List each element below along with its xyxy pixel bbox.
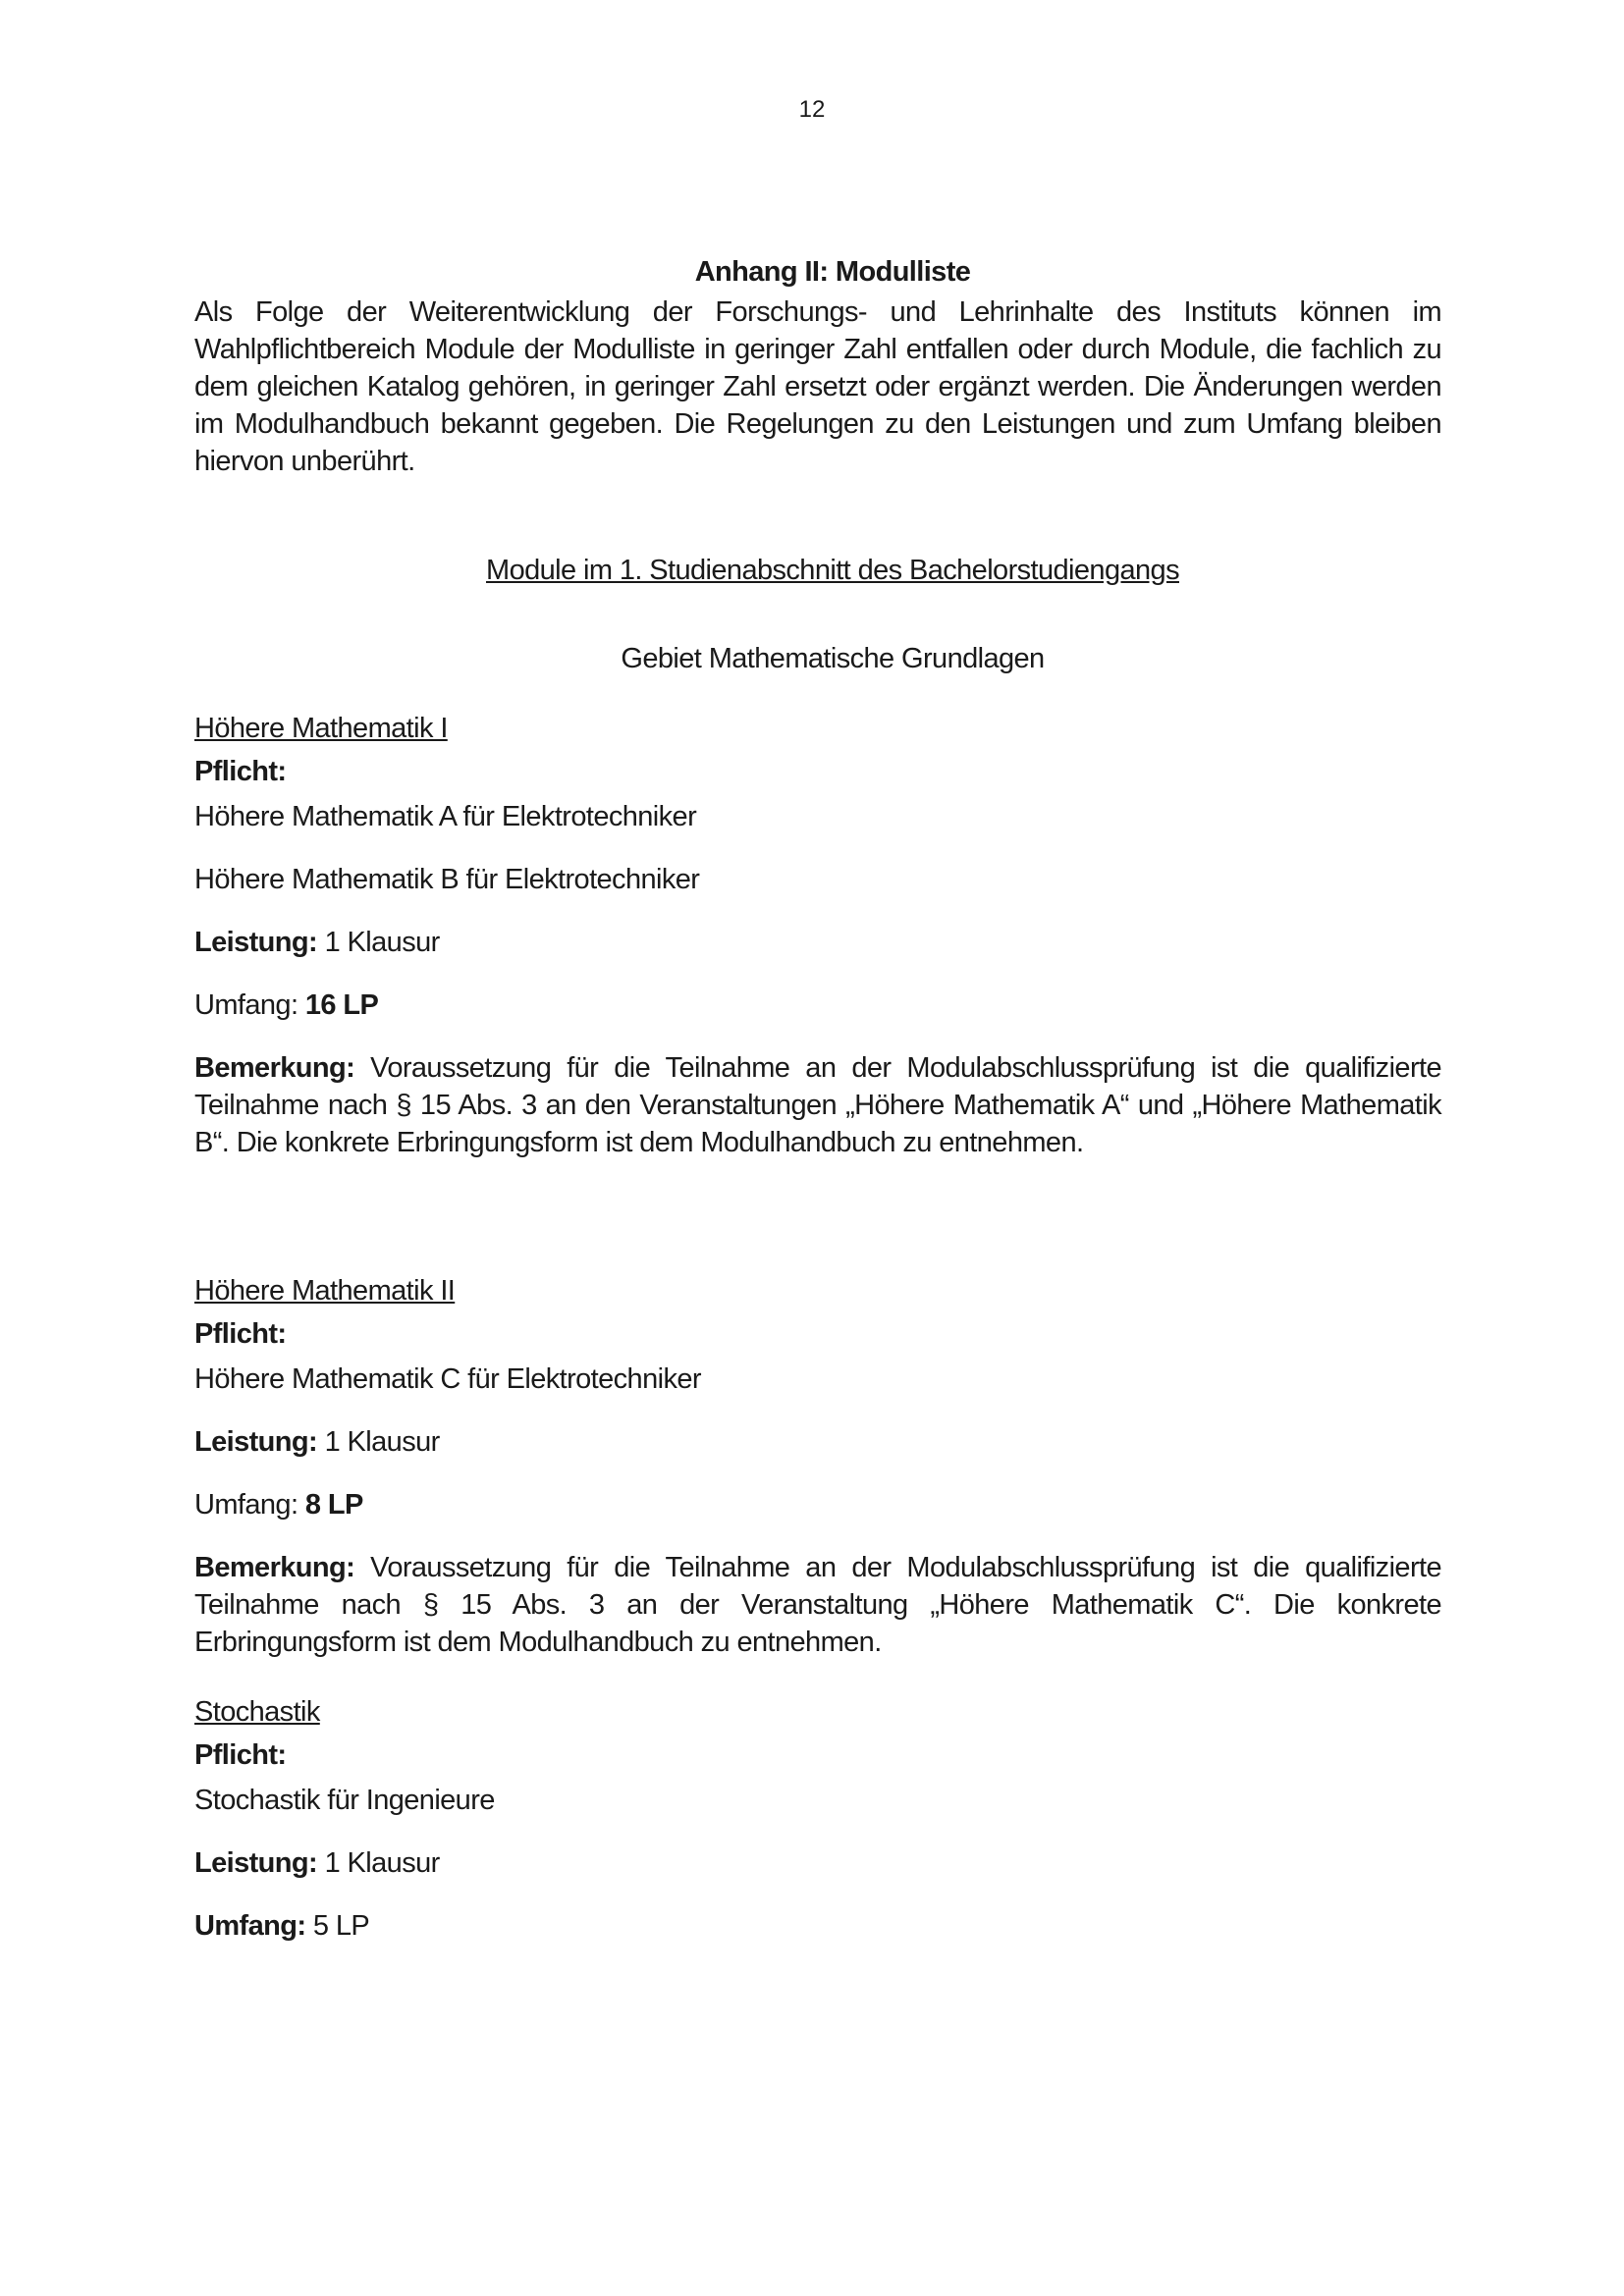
umfang-line bbox=[194, 1486, 1441, 1523]
leistung-label: Leistung: bbox=[194, 927, 318, 958]
leistung-value: 1 Klausur bbox=[324, 927, 440, 958]
module-title: Höhere Mathematik I bbox=[194, 713, 448, 744]
module-hoehere-mathematik-1 bbox=[194, 710, 1441, 1161]
document-body bbox=[194, 253, 1441, 1945]
course-item: Stochastik für Ingenieure bbox=[194, 1785, 495, 1816]
course-item: Höhere Mathematik C für Elektrotechniker bbox=[194, 1363, 701, 1395]
area-heading: Gebiet Mathematische Grundlagen bbox=[621, 643, 1045, 674]
leistung-line bbox=[194, 924, 1441, 961]
section-heading: Module im 1. Studienabschnitt des Bachelorstudiengangs bbox=[486, 555, 1179, 586]
pflicht-label: Pflicht: bbox=[194, 1739, 287, 1771]
page-number: 12 bbox=[798, 96, 826, 123]
leistung-label: Leistung: bbox=[194, 1847, 318, 1879]
leistung-value: 1 Klausur bbox=[324, 1847, 440, 1879]
umfang-value: 5 LP bbox=[312, 1910, 370, 1942]
intro-paragraph: Als Folge der Weiterentwicklung der Forschungs- und Lehrinhalte des Instituts können im Wahlpflichtbereich Module der Modulliste in geringer Zahl entfallen oder durch Module, die fachlich zu dem gleichen Katalog gehören, in geringer Zahl ersetzt oder ergänzt werden. Die Änderungen werden im Modulhandbuch bekannt gegeben. Die Regelungen zu den Leistungen und zum Umfang bleiben hiervon unberührt. bbox=[194, 296, 1441, 477]
umfang-value: 8 LP bbox=[304, 1489, 363, 1521]
bemerkung-label: Bemerkung: bbox=[194, 1552, 355, 1583]
umfang-label: Umfang: bbox=[194, 989, 298, 1021]
umfang-line bbox=[194, 1907, 1441, 1945]
leistung-line bbox=[194, 1423, 1441, 1461]
leistung-line bbox=[194, 1844, 1441, 1882]
umfang-value: 16 LP bbox=[304, 989, 379, 1021]
bemerkung-text: Voraussetzung für die Teilnahme an der Modulabschlussprüfung ist die qualifizierte Teilnahme nach § 15 Abs. 3 an den Veranstaltungen „Höhere Mathematik A“ und „Höhere Mathematik B“. Die konkrete Erbringungsform ist dem Modulhandbuch zu entnehmen. bbox=[194, 1052, 1441, 1158]
pflicht-label: Pflicht: bbox=[194, 756, 287, 787]
bemerkung-line bbox=[194, 1549, 1441, 1661]
bemerkung-text: Voraussetzung für die Teilnahme an der Modulabschlussprüfung ist die qualifizierte Teilnahme nach § 15 Abs. 3 an der Veranstaltung „Höhere Mathematik C“. Die konkrete Erbringungsform ist dem Modulhandbuch zu entnehmen. bbox=[194, 1552, 1441, 1658]
umfang-label: Umfang: bbox=[194, 1910, 306, 1942]
course-item: Höhere Mathematik B für Elektrotechniker bbox=[194, 864, 700, 895]
umfang-line bbox=[194, 987, 1441, 1024]
pflicht-label: Pflicht: bbox=[194, 1318, 287, 1350]
leistung-label: Leistung: bbox=[194, 1426, 318, 1458]
leistung-value: 1 Klausur bbox=[324, 1426, 440, 1458]
appendix-title: Anhang II: Modulliste bbox=[694, 256, 971, 288]
module-title: Höhere Mathematik II bbox=[194, 1275, 456, 1307]
umfang-label: Umfang: bbox=[194, 1489, 298, 1521]
bemerkung-line bbox=[194, 1049, 1441, 1161]
module-hoehere-mathematik-2 bbox=[194, 1272, 1441, 1661]
bemerkung-label: Bemerkung: bbox=[194, 1052, 355, 1084]
course-item: Höhere Mathematik A für Elektrotechniker bbox=[194, 801, 697, 832]
module-title: Stochastik bbox=[194, 1696, 320, 1728]
module-stochastik bbox=[194, 1693, 1441, 1945]
